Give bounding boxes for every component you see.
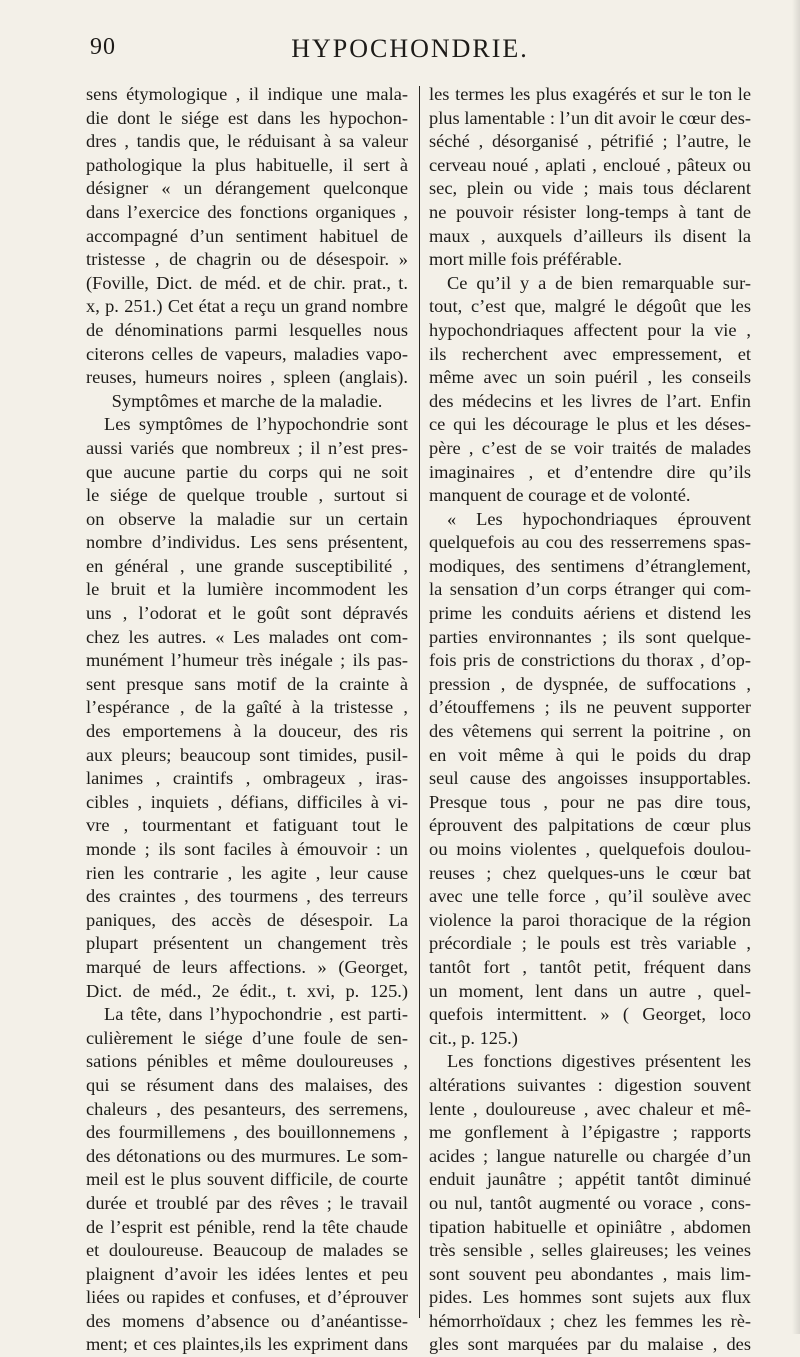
text-line: imaginaires , et d’entendre dire qu’ils <box>429 461 751 482</box>
text-line: plus lamentable : l’un dit avoir le cœur des- <box>429 107 751 128</box>
text-line: le bruit et la lumière incommodent les <box>86 579 408 600</box>
text-line: meil est le plus souvent difficile, de courte <box>86 1169 408 1190</box>
text-line: « Les hypochondriaques éprouvent <box>447 508 751 529</box>
text-line: Les symptômes de l’hypochondrie sont <box>104 414 408 435</box>
text-line: manquent de courage et de volonté. <box>429 485 691 506</box>
text-line: des emportemens à la douceur, des ris <box>86 721 408 742</box>
text-line: tout, c’est que, malgré le dégoût que les <box>429 296 751 317</box>
text-line: cit., p. 125.) <box>429 1027 518 1048</box>
text-line: violence la paroi thoracique de la région <box>429 909 751 930</box>
text-line: sec, plein ou vide ; mais tous déclarent <box>429 178 751 199</box>
text-line: uns , l’odorat et le goût sont dépravés <box>86 603 408 624</box>
text-line: monde ; ils sont faciles à émouvoir : un <box>86 839 408 859</box>
text-line: même avec un soin puéril , les conseils <box>429 367 751 388</box>
text-line: sations pénibles et même douloureuses , <box>86 1051 408 1072</box>
text-line: et douloureuse. Beaucoup de malades se <box>86 1240 408 1261</box>
text-line: chez les autres. « Les malades ont com- <box>86 626 408 647</box>
text-line: aux pleurs; beaucoup sont timides, pusil- <box>86 744 408 765</box>
text-line: durée et troublé par des rêves ; le travail <box>86 1192 408 1213</box>
text-line: ne pouvoir résister long-temps à tant de <box>429 201 751 222</box>
right-text-column <box>429 83 751 1357</box>
running-title: HYPOCHONDRIE. <box>291 34 529 63</box>
text-line: chaleurs , des pesanteurs, des serremens, <box>86 1098 408 1119</box>
text-line: les termes les plus exagérés et sur le ton le <box>429 84 751 104</box>
text-line: dans l’exercice des fonctions organiques , <box>86 201 408 222</box>
text-line: Ce qu’il y a de bien remarquable sur- <box>447 272 751 293</box>
text-line: mort mille fois préférable. <box>429 249 623 270</box>
text-line: pides. Les hommes sont sujets aux flux <box>429 1287 751 1308</box>
text-line: acides ; langue naturelle ou chargée d’un <box>429 1145 751 1166</box>
text-line: quelquefois au cou des resserremens spas- <box>429 532 751 553</box>
text-line: de l’esprit est pénible, rend la tête chaude <box>86 1216 408 1237</box>
text-line: désigner « un dérangement quelconque <box>86 178 408 199</box>
text-line: x, p. 251.) Cet état a reçu un grand nombre <box>86 296 408 317</box>
text-line: des détonations ou des murmures. Le som- <box>86 1145 408 1166</box>
column-divider <box>419 86 420 1318</box>
text-line: hypochondriaques affectent pour la vie , <box>429 319 751 340</box>
text-line: séché , désorganisé , pétrifié ; l’autre, le <box>429 131 751 152</box>
text-line: prime les conduits aériens et distend les <box>429 603 751 624</box>
text-line: tantôt fort , tantôt petit, fréquent dans <box>429 956 751 977</box>
text-line: citerons celles de vapeurs, maladies vapo- <box>86 343 408 364</box>
text-line: ils recherchent avec empressement, et <box>429 343 751 364</box>
text-line: sont souvent peu abondantes , mais lim- <box>429 1263 751 1284</box>
text-line: gles sont marquées par du malaise , des <box>429 1334 751 1355</box>
text-line: ce qui les décourage le plus et les déses- <box>429 414 751 435</box>
text-line: tipation habituelle et opiniâtre , abdomen <box>429 1216 751 1237</box>
text-line: parties environnantes ; ils sont quelque- <box>429 626 751 647</box>
text-line: de dénominations parmi lesquelles nous <box>86 319 408 340</box>
text-line: cibles , inquiets , défians, difficiles à vi- <box>86 791 408 812</box>
text-line: nombre d’individus. Les sens présentent, <box>86 532 408 553</box>
text-line: ou moins violentes , quelquefois doulou- <box>429 839 751 859</box>
text-line: culièrement le siége d’une foule de sen- <box>86 1027 408 1048</box>
text-line: Les fonctions digestives présentent les <box>447 1051 751 1072</box>
text-line: reuses, humeurs noires , spleen (anglais). <box>86 367 408 388</box>
text-line: La tête, dans l’hypochondrie , est parti- <box>104 1004 408 1025</box>
text-line: plupart présentent un changement très <box>86 933 408 954</box>
left-text-column <box>86 83 408 1357</box>
text-line: éprouvent des palpitations de cœur plus <box>429 815 751 836</box>
text-line: modiques, des sentimens d’étranglement, <box>429 555 751 576</box>
text-line: Dict. de méd., 2e édit., t. xvi, p. 125.) <box>86 980 408 1001</box>
text-line: on observe la maladie sur un certain <box>86 508 408 529</box>
text-line: tristesse , de chagrin ou de désespoir. » <box>86 249 408 270</box>
text-line: pathologique la plus habituelle, il sert à <box>86 154 408 175</box>
text-line: plaignent d’avoir les idées lentes et peu <box>86 1263 408 1284</box>
text-line: précordiale ; le pouls est très variable , <box>429 933 751 954</box>
text-line: seul cause des angoisses insupportables. <box>429 768 751 789</box>
page-edge-shadow <box>792 0 800 1334</box>
text-line: paniques, des accès de désespoir. La <box>86 909 408 930</box>
text-line: aussi variés que nombreux ; il n’est pres- <box>86 437 408 458</box>
text-line: en voit même à qui le poids du drap <box>429 744 751 765</box>
text-line: des médecins et les livres de l’art. Enfin <box>429 390 751 411</box>
text-line: lente , douloureuse , avec chaleur et mê- <box>429 1098 751 1119</box>
text-line: avec une telle force , qu’il soulève avec <box>429 886 751 907</box>
text-line: quefois intermittent. » ( Georget, loco <box>429 1004 751 1025</box>
text-line: ou nul, tantôt augmenté ou vorace , cons- <box>429 1192 751 1213</box>
text-line: très sensible , selles glaireuses; les veines <box>429 1240 751 1261</box>
text-line: la sensation d’un corps étranger qui com- <box>429 579 751 600</box>
text-line: me gonflement à l’épigastre ; rapports <box>429 1122 751 1143</box>
text-line: des fourmillemens , des bouillonnemens , <box>86 1122 408 1143</box>
text-line: fois pris de constrictions du thorax , d’op- <box>429 650 751 671</box>
text-line: Symptômes et marche de la maladie. <box>111 390 383 411</box>
text-line: qui se résument dans des malaises, des <box>86 1074 408 1095</box>
text-line: hémorrhoïdaux ; chez les femmes les rè- <box>429 1310 751 1331</box>
text-line: le siége de quelque trouble , surtout si <box>86 485 408 506</box>
text-line: enduit jaunâtre ; appétit tantôt diminué <box>429 1169 751 1190</box>
text-line: sens étymologique , il indique une mala- <box>86 84 408 104</box>
text-line: ment; et ces plaintes,ils les expriment dans <box>86 1334 408 1355</box>
text-line: altérations suivantes : digestion souvent <box>429 1074 751 1095</box>
text-line: des craintes , des tourmens , des terreurs <box>86 886 408 907</box>
text-line: marqué de leurs affections. » (Georget, <box>86 956 408 977</box>
text-line: Presque tous , pour ne pas dire tous, <box>429 791 751 812</box>
page-header <box>60 28 760 64</box>
text-line: en général , une grande susceptibilité , <box>86 555 408 576</box>
text-line: pression , de dyspnée, de suffocations , <box>429 673 751 694</box>
text-line: des momens d’absence ou d’anéantisse- <box>86 1310 408 1331</box>
text-line: l’espérance , de la gaîté à la tristesse , <box>86 697 408 718</box>
text-line: cerveau noué , aplati , encloué , pâteux ou <box>429 154 751 175</box>
text-line: sent presque sans motif de la crainte à <box>86 673 408 694</box>
text-line: père , c’est de se voir traités de malades <box>429 437 751 458</box>
text-line: d’étouffemens ; ils ne peuvent supporter <box>429 697 751 718</box>
text-line: que aucune partie du corps qui ne soit <box>86 461 408 482</box>
text-line: liées ou rapides et confuses, et d’éprouver <box>86 1287 408 1308</box>
text-line: lanimes , craintifs , ombrageux , iras- <box>86 768 408 789</box>
text-line: maux , auxquels d’ailleurs ils disent la <box>429 225 751 246</box>
text-line: munément l’humeur très inégale ; ils pas- <box>86 650 408 671</box>
text-line: reuses ; chez quelques-uns le cœur bat <box>429 862 751 883</box>
text-line: die dont le siége est dans les hypochon- <box>86 107 408 128</box>
text-line: des vêtemens qui serrent la poitrine , on <box>429 721 751 742</box>
text-line: accompagné d’un sentiment habituel de <box>86 225 408 246</box>
text-line: (Foville, Dict. de méd. et de chir. prat., t. <box>86 272 408 293</box>
text-line: un moment, lent dans un autre , quel- <box>429 980 751 1001</box>
text-line: vre , tourmentant et fatiguant tout le <box>86 815 408 836</box>
text-line: dres , tandis que, le réduisant à sa valeur <box>86 131 408 152</box>
text-line: rien les contrarie , les agite , leur cause <box>86 862 408 883</box>
page-number: 90 <box>90 34 116 60</box>
